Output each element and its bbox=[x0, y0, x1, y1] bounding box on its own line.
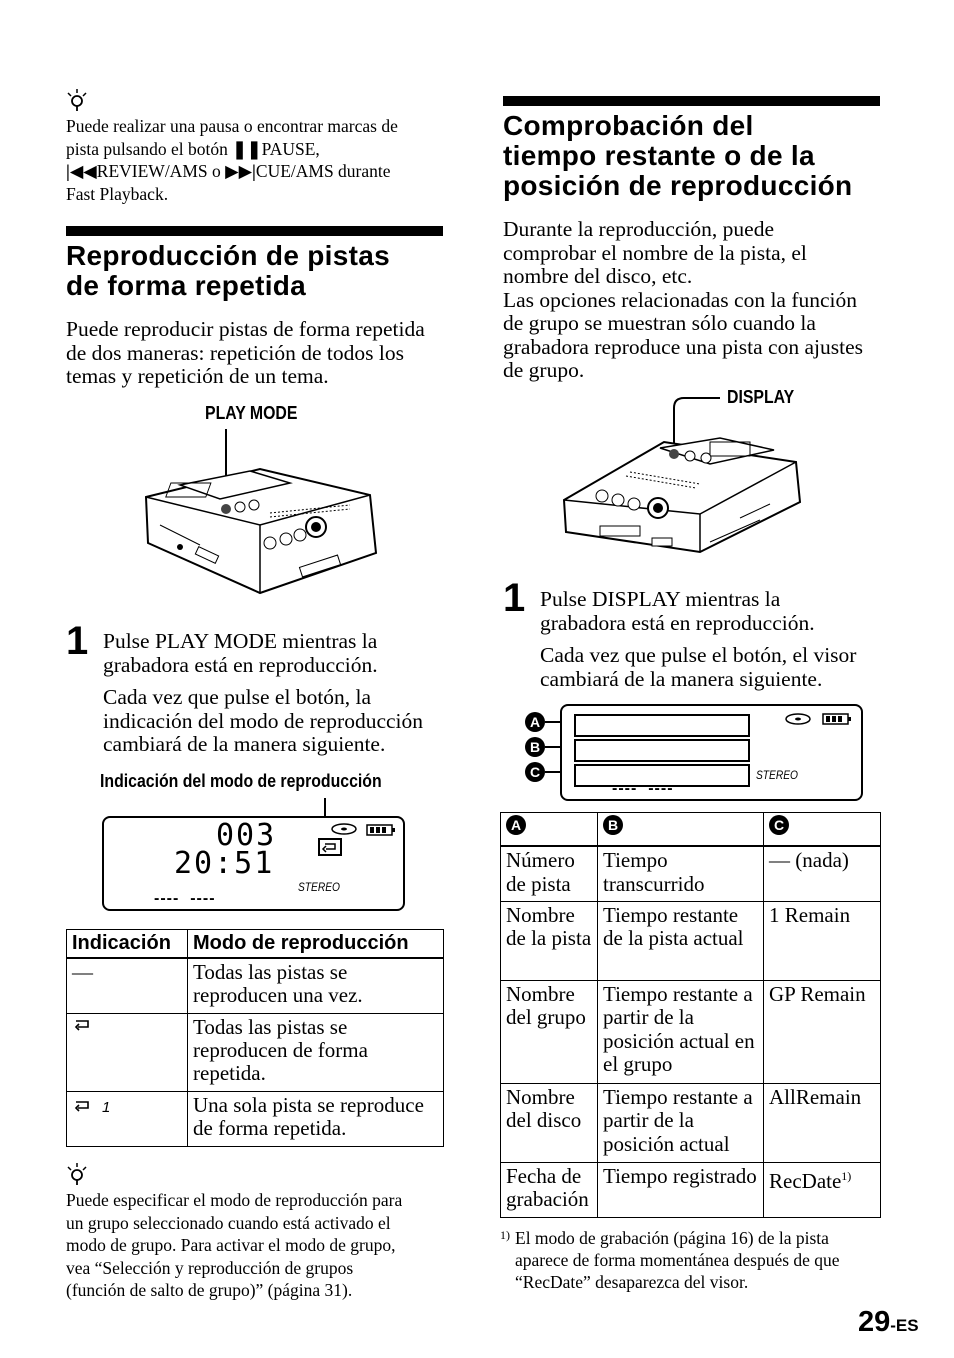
tip-icon bbox=[66, 1162, 88, 1186]
display-info-table bbox=[500, 812, 881, 1218]
lcd-dashes: ---- ---- bbox=[154, 890, 216, 907]
step-detail-right: Cada vez que pulse el botón, el visor cambiará de la manera siguiente. bbox=[540, 643, 857, 691]
table-header-indication: Indicación bbox=[67, 930, 188, 959]
battery-icon bbox=[822, 713, 852, 725]
tip-icon bbox=[66, 88, 88, 112]
repeat-one-icon bbox=[72, 1099, 94, 1115]
display-label: DISPLAY bbox=[727, 387, 795, 407]
repeat-icon bbox=[320, 840, 340, 854]
lcd-field-b bbox=[574, 739, 750, 762]
marker-b: B bbox=[525, 737, 545, 757]
recorder-illustration bbox=[140, 425, 380, 605]
prev-track-symbol: |◀◀ bbox=[66, 161, 97, 181]
stereo-indicator: STEREO bbox=[756, 768, 798, 782]
table-row: Número de pista Tiempo transcurrido — (nada) bbox=[501, 846, 881, 901]
pause-symbol: ❚❚ bbox=[232, 138, 262, 159]
tip-text-pause: Puede realizar una pausa o encontrar marcas de pista pulsando el botón ❚❚PAUSE, |◀◀REVIEW/AMS o ▶▶|CUE/AMS durante Fast Playback. bbox=[66, 116, 398, 204]
header-marker-c: C bbox=[769, 815, 789, 835]
table-row: Nombre de la pista Tiempo restante de la pista actual 1 Remain bbox=[501, 901, 881, 980]
marker-c: C bbox=[525, 762, 545, 782]
table-row: Nombre del disco Tiempo restante a partir de la posición actual AllRemain bbox=[501, 1083, 881, 1162]
lcd-dashes: ---- ---- bbox=[612, 780, 674, 797]
marker-a: A bbox=[525, 712, 545, 732]
lcd-display-right bbox=[560, 704, 863, 801]
section-rule bbox=[503, 96, 880, 106]
table-row: — Todas las pistas se reproducen una vez. bbox=[67, 958, 444, 1013]
stereo-indicator: STEREO bbox=[298, 880, 340, 894]
table-header-mode: Modo de reproducción bbox=[188, 930, 444, 959]
page-number: 29-ES bbox=[858, 1306, 919, 1338]
tip-text-group: Puede especificar el modo de reproducción para un grupo seleccionado cuando está activado el modo de grupo. Para activar el modo de grupo, vea “Selección y reproducción de grupos (función de salto de grupo)” (página 31). bbox=[66, 1190, 403, 1300]
step-text-right: Pulse DISPLAY mientras la grabadora está en reproducción. bbox=[540, 587, 815, 635]
disc-icon bbox=[784, 712, 812, 726]
intro-remaining: Durante la reproducción, puede comprobar el nombre de la pista, el nombre del disco, etc. Las opciones relacionadas con la función de grupo se muestran sólo cuando la grabadora reproduce una pista con ajustes de grupo. bbox=[503, 217, 863, 382]
table-row: Todas las pistas se reproducen de forma repetida. bbox=[67, 1013, 444, 1091]
lcd-track-number: 003 bbox=[216, 818, 277, 853]
recorder-illustration bbox=[560, 392, 810, 562]
next-track-symbol: ▶▶| bbox=[225, 161, 256, 181]
section-title-repeat: Reproducción de pistas de forma repetida bbox=[66, 240, 390, 301]
header-marker-a: A bbox=[506, 815, 526, 835]
step-number-right: 1 bbox=[503, 576, 526, 620]
repeat-all-icon bbox=[72, 1018, 94, 1034]
footnote: 1) El modo de grabación (página 16) de la pista aparece de forma momentánea después de que “RecDate” desaparezca del visor. bbox=[500, 1228, 840, 1292]
play-mode-table bbox=[66, 929, 444, 1147]
repeat-mode-indicator bbox=[318, 838, 342, 856]
lcd-field-a bbox=[574, 714, 750, 737]
table-row: 1 Una sola pista se reproduce de forma repetida. bbox=[67, 1091, 444, 1146]
section-rule bbox=[66, 226, 443, 236]
table-row: Fecha de grabación Tiempo registrado RecDate$^{1)}$ bbox=[501, 1162, 881, 1217]
battery-icon bbox=[366, 824, 396, 836]
lcd-time: 20:51 bbox=[174, 846, 275, 881]
intro-repeat: Puede reproducir pistas de forma repetida de dos maneras: repetición de todos los temas y repetición de un tema. bbox=[66, 317, 425, 388]
disc-icon bbox=[330, 822, 358, 836]
step-detail-left: Cada vez que pulse el botón, la indicación del modo de reproducción cambiará de la manera siguiente. bbox=[103, 685, 424, 756]
lcd-display-left bbox=[102, 816, 405, 911]
play-mode-label: PLAY MODE bbox=[205, 403, 298, 423]
header-marker-b: B bbox=[603, 815, 623, 835]
table-row: Nombre del grupo Tiempo restante a partir de la posición actual en el grupo GP Remain bbox=[501, 980, 881, 1083]
section-title-remaining: Comprobación del tiempo restante o de la posición de reproducción bbox=[503, 110, 853, 201]
step-number-left: 1 bbox=[66, 619, 89, 663]
display-caption: Indicación del modo de reproducción bbox=[100, 771, 382, 791]
step-text-left: Pulse PLAY MODE mientras la grabadora está en reproducción. bbox=[103, 629, 378, 677]
